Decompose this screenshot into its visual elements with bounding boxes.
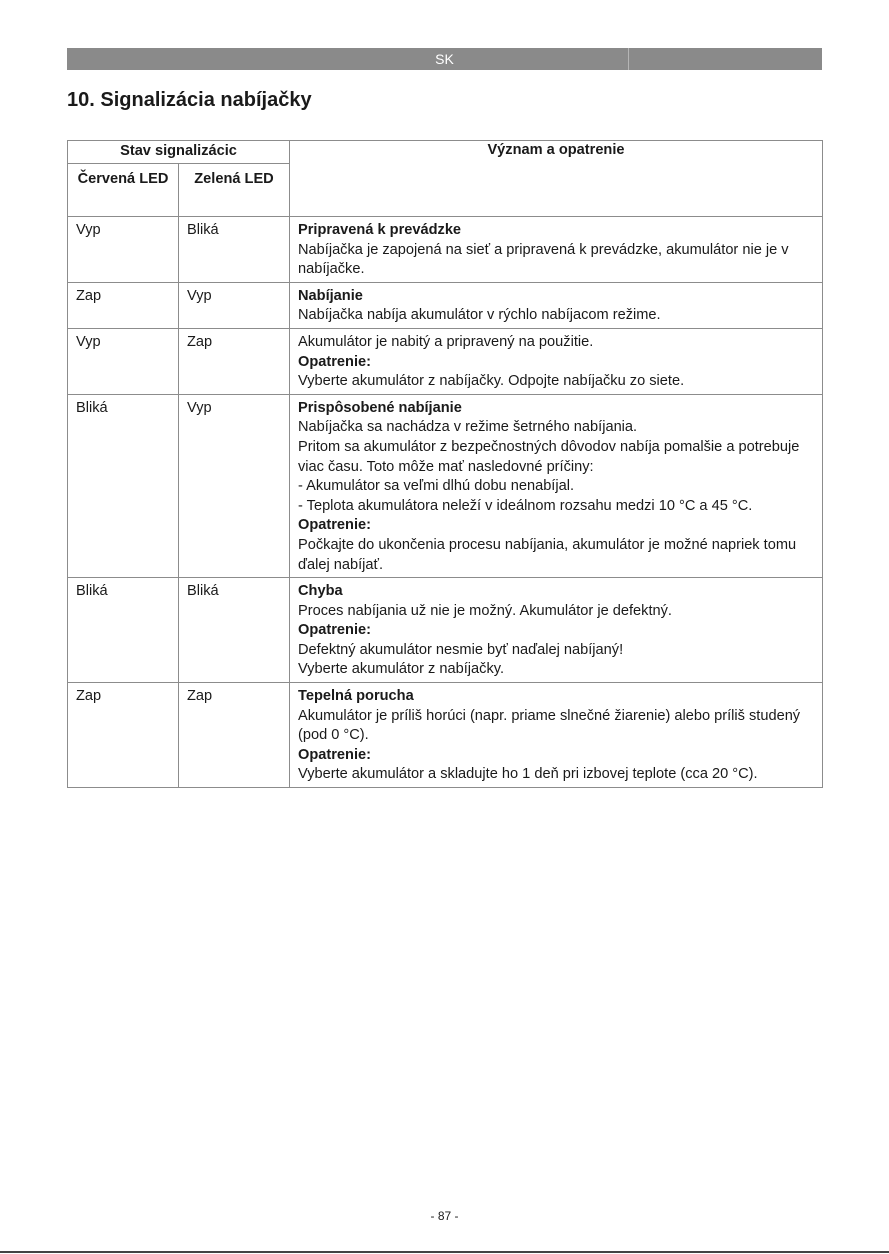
red-led-state: Zap: [68, 683, 179, 788]
table-row: [68, 217, 823, 283]
green-led-state: Bliká: [179, 217, 290, 283]
language-header-bar: [67, 48, 822, 70]
green-led-state: Zap: [179, 683, 290, 788]
meaning-heading: Chyba: [298, 583, 343, 600]
meaning-heading: Pripravená k prevádzke: [298, 222, 462, 238]
meaning-cell: [290, 328, 823, 394]
meaning-heading: Opatrenie:: [298, 622, 371, 639]
red-led-state: Vyp: [68, 328, 179, 394]
green-led-state: Vyp: [179, 394, 290, 577]
red-led-state: Bliká: [68, 394, 179, 577]
meaning-text: Nabíjačka nabíja akumulátor v rýchlo nabíjacom režime.: [298, 307, 661, 324]
page-number: - 87 -: [430, 1209, 459, 1223]
meaning-text: Akumulátor je nabitý a pripravený na použitie.: [298, 333, 594, 350]
meaning-text: Proces nabíjania už nie je možný. Akumulátor je defektný.: [298, 602, 672, 619]
red-led-state: Zap: [68, 282, 179, 328]
header-bar-divider: [628, 48, 629, 70]
red-led-state: Bliká: [68, 578, 179, 683]
meaning-text: Pritom sa akumulátor z bezpečnostných dôvodov nabíja pomalšie a potrebuje viac času. Toto môže mať nasledovné príčiny:: [298, 438, 800, 475]
red-led-state: Vyp: [68, 217, 179, 283]
meaning-heading: Tepelná porucha: [298, 688, 414, 705]
meaning-text: - Akumulátor sa veľmi dlhú dobu nenabíjal.: [298, 478, 575, 495]
green-led-state: Zap: [179, 328, 290, 394]
meaning-text: Akumulátor je príliš horúci (napr. priame slnečné žiarenie) alebo príliš studený (pod 0 °C).: [298, 707, 801, 744]
meaning-cell: [290, 282, 823, 328]
meaning-heading: Opatrenie:: [298, 517, 371, 534]
meaning-cell: [290, 578, 823, 683]
meaning-text: - Teplota akumulátora neleží v ideálnom rozsahu medzi 10 °C a 45 °C.: [298, 497, 753, 514]
meaning-cell: [290, 394, 823, 577]
meaning-heading: Nabíjanie: [298, 287, 363, 304]
table-row: [68, 578, 823, 683]
table-row: [68, 683, 823, 788]
header-meaning: Význam a opatrenie: [290, 141, 823, 217]
meaning-text: Vyberte akumulátor z nabíjačky. Odpojte nabíjačku zo siete.: [298, 373, 685, 390]
table-row: [68, 282, 823, 328]
bottom-rule: [0, 1251, 889, 1253]
signal-table-body: [68, 217, 823, 788]
meaning-cell: [290, 217, 823, 283]
header-green-led: Zelená LED: [179, 164, 290, 217]
meaning-heading: Prispôsobené nabíjanie: [298, 399, 462, 416]
meaning-text: Počkajte do ukončenia procesu nabíjania, akumulátor je možné napriek tomu ďalej nabíjať.: [298, 536, 797, 573]
meaning-heading: Opatrenie:: [298, 353, 371, 370]
green-led-state: Vyp: [179, 282, 290, 328]
table-row: [68, 394, 823, 577]
meaning-heading: Opatrenie:: [298, 746, 371, 763]
signal-table: [67, 140, 823, 788]
header-red-led: Červená LED: [68, 164, 179, 217]
meaning-cell: [290, 683, 823, 788]
meaning-text: Nabíjačka sa nachádza v režime šetrného nabíjania.: [298, 419, 638, 436]
section-title: 10. Signalizácia nabíjačky: [67, 89, 312, 111]
green-led-state: Bliká: [179, 578, 290, 683]
table-row: [68, 328, 823, 394]
header-signal-state: Stav signalizácic: [68, 141, 290, 164]
meaning-text: Vyberte akumulátor z nabíjačky.: [298, 661, 505, 678]
language-label: SK: [435, 51, 454, 67]
meaning-text: Nabíjačka je zapojená na sieť a pripravená k prevádzke, akumulátor nie je v nabíjačke.: [298, 241, 789, 278]
meaning-text: Defektný akumulátor nesmie byť naďalej nabíjaný!: [298, 641, 624, 658]
meaning-text: Vyberte akumulátor a skladujte ho 1 deň pri izbovej teplote (cca 20 °C).: [298, 766, 758, 783]
